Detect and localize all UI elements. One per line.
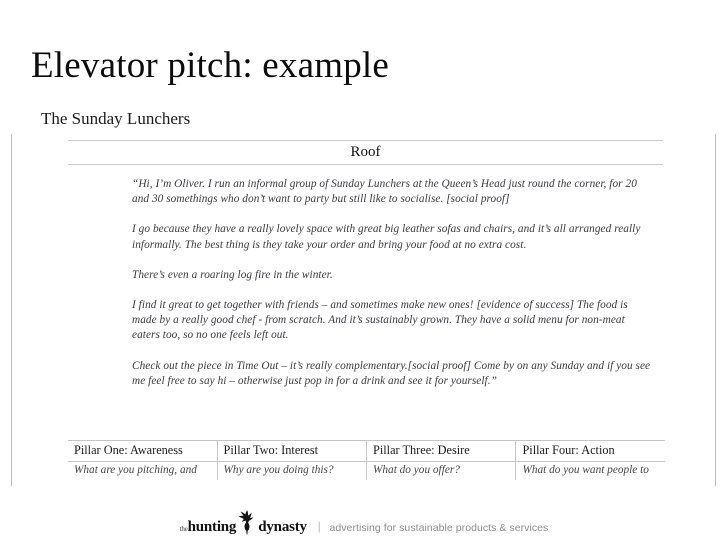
table-header-cell: Pillar Four: Action <box>516 441 665 462</box>
slide-footer <box>0 505 728 535</box>
bird-icon <box>237 509 257 535</box>
table-header-cell: Pillar Two: Interest <box>217 441 366 462</box>
document-header-title: Roof <box>350 144 381 160</box>
logo-the-text: the <box>179 524 188 533</box>
document-paragraph: I find it great to get together with friends – and sometimes make new ones! [evidence of success] The food is made by a really good chef - from scratch. And it’s sustainably grown. They have a solid menu for non-meat eaters too, so no one feels left out. <box>132 299 628 342</box>
document-body <box>68 165 663 389</box>
table-header-cell: Pillar One: Awareness <box>68 441 217 462</box>
table-header-cell: Pillar Three: Desire <box>366 441 515 462</box>
table-cell: What do you want people to <box>516 462 665 481</box>
page-title: Elevator pitch: example <box>31 45 390 86</box>
logo-dynasty-text: dynasty <box>258 518 307 535</box>
document-paragraph: There’s even a roaring log fire in the winter. <box>132 268 333 281</box>
embedded-document <box>11 134 716 486</box>
footer-tagline: advertising for sustainable products & services <box>329 521 549 534</box>
table-row <box>68 462 665 481</box>
footer-separator: | <box>317 517 321 533</box>
page-subtitle: The Sunday Lunchers <box>41 109 191 128</box>
document-paragraph: I go because they have a really lovely space with great big leather sofas and chairs, and it’s all arranged really informally. The best thing is they take your order and bring your food at no extra cost. <box>132 223 641 251</box>
pillar-table <box>68 440 665 480</box>
table-header-row <box>68 441 665 462</box>
document-paragraph: Check out the piece in Time Out – it’s really complementary.[social proof] Come by on any Sunday and if you see me feel free to say hi – otherwise just pop in for a drink and see it for yourself.” <box>132 359 651 387</box>
table-cell: Why are you doing this? <box>217 462 366 481</box>
brand-logo <box>180 505 549 536</box>
table-cell: What are you pitching, and <box>68 462 217 481</box>
document-paragraph: “Hi, I’m Oliver. I run an informal group of Sunday Lunchers at the Queen’s Head just round the corner, for 20 and 30 somethings who don’t want to party but still like to socialise. [social proof] <box>132 178 637 206</box>
logo-hunting-text: hunting <box>187 518 237 535</box>
document-content-column <box>68 134 663 389</box>
table-cell: What do you offer? <box>366 462 515 481</box>
